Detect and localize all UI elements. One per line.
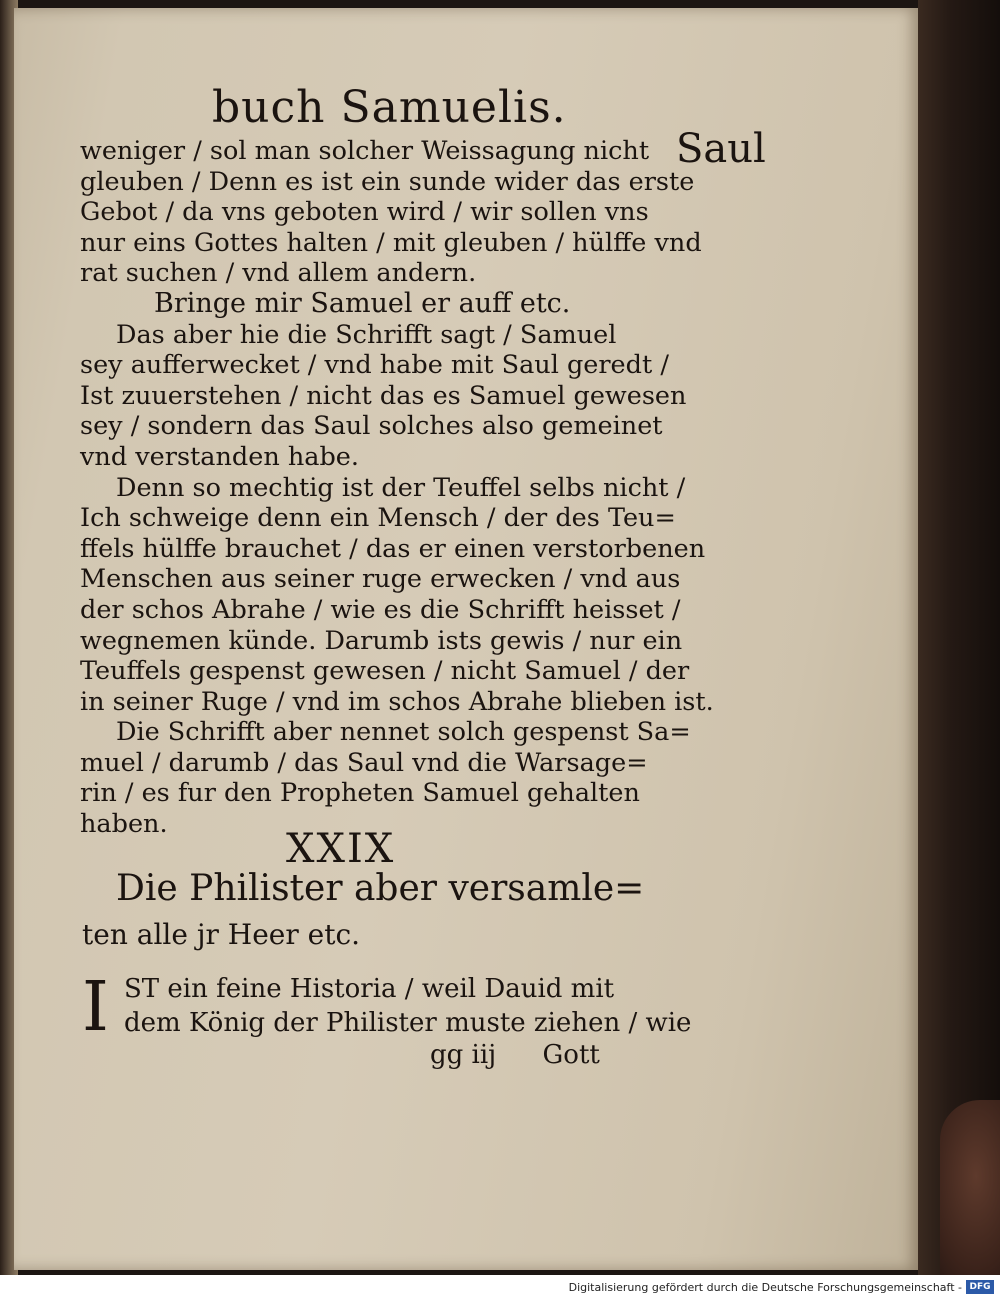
text-line: rat suchen / vnd allem andern. (80, 258, 477, 289)
text-line: gleuben / Denn es ist ein sunde wider das erste (80, 166, 695, 197)
text-line: dem König der Philister muste ziehen / wie (124, 1008, 692, 1038)
margin-note: Saul (676, 126, 766, 172)
text-line: nur eins Gottes halten / mit gleuben / hülffe vnd (80, 227, 702, 258)
text-line: muel / darumb / das Saul vnd die Warsage= (80, 747, 648, 778)
chapter-number: XXIX (286, 826, 396, 872)
quoted-verse: Bringe mir Samuel er auff etc. (154, 287, 571, 319)
text-line: wegnemen künde. Darumb ists gewis / nur ein (80, 625, 683, 656)
dfg-logo: DFG (966, 1280, 994, 1294)
funding-note: Digitalisierung gefördert durch die Deutsche Forschungsgemeinschaft - (568, 1281, 962, 1294)
subheading-line: ten alle jr Heer etc. (82, 918, 361, 951)
thumb-holding-page (940, 1100, 1000, 1275)
text-line: sey / sondern das Saul solches also gemeinet (80, 411, 663, 442)
book-right-shadow (918, 0, 1000, 1275)
text-line: Ich schweige denn ein Mensch / der des Teu= (80, 503, 676, 534)
text-line: Gebot / da vns geboten wird / wir sollen vns (80, 197, 649, 228)
catchword: Gott (542, 1040, 600, 1070)
drop-cap: I (82, 968, 109, 1047)
text-line: Teuffels gespenst gewesen / nicht Samuel / der (80, 656, 690, 687)
text-line: Menschen aus seiner ruge erwecken / vnd aus (80, 564, 681, 595)
text-line: sey aufferwecket / vnd habe mit Saul geredt / (80, 350, 669, 381)
text-line: vnd verstanden habe. (80, 441, 359, 472)
text-line: Das aber hie die Schrifft sagt / Samuel (116, 319, 617, 350)
lead-paragraph (80, 968, 692, 1047)
text-line: in seiner Ruge / vnd im schos Abrahe blieben ist. (80, 686, 714, 717)
text-line: ffels hülffe brauchet / das er einen verstorbenen (80, 533, 706, 564)
page-headline: buch Samuelis. (212, 82, 567, 133)
text-line: Denn so mechtig ist der Teuffel selbs nicht / (116, 472, 686, 503)
text-line: weniger / sol man solcher Weissagung nicht (80, 136, 650, 166)
text-line: haben. (80, 809, 168, 840)
subheading-line: Die Philister aber versamle= (116, 868, 645, 909)
text-line: Die Schrifft aber nennet solch gespenst Sa= (116, 717, 691, 748)
page-footer-line (430, 1040, 638, 1070)
text-line: der schos Abrahe / wie es die Schrifft heisset / (80, 594, 681, 625)
signature-mark: gg iij (430, 1040, 497, 1070)
body-text (80, 136, 714, 840)
chapter-subheading (82, 866, 645, 958)
text-line: ST ein feine Historia / weil Dauid mit (124, 974, 615, 1004)
text-line: rin / es fur den Propheten Samuel gehalten (80, 778, 640, 809)
text-line: Ist zuuerstehen / nicht das es Samuel gewesen (80, 380, 687, 411)
